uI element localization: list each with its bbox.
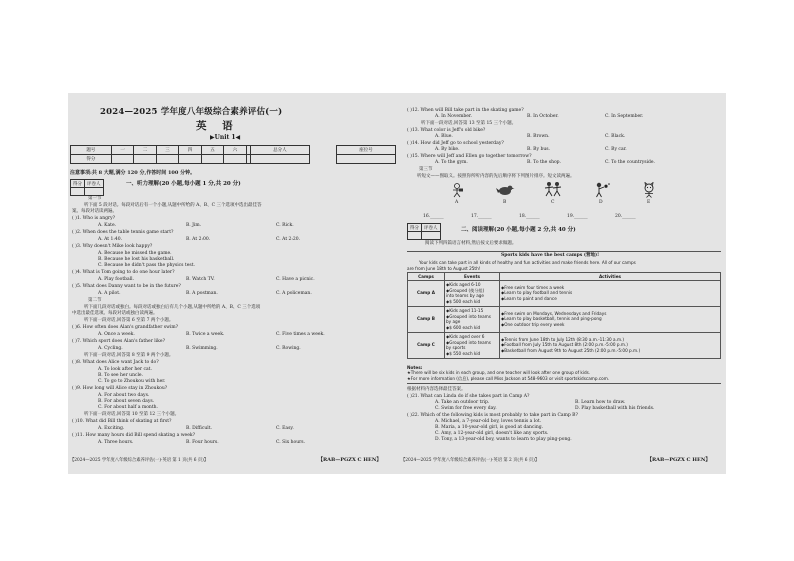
bird-picture-icon [495,182,515,198]
camp-advert-box [399,251,726,385]
answer-blank-17[interactable]: 17.______ [471,214,492,219]
instruction-text: 阅读下列四篇语言材料,然后按文后要求做题。 [425,241,517,246]
score-header: 六 [224,146,246,155]
answer-option: A. Exciting. [98,426,125,431]
answer-option: C. At 2:20. [276,237,301,242]
part-label: 第二节 [88,298,102,303]
answer-option: C. Easy. [276,426,294,431]
answer-option: D. Play basketball with his friends. [575,406,655,411]
event-line: by sports [446,345,466,351]
answer-option: B. Because he lost his basketball. [98,257,175,262]
event-line: by age [446,319,461,325]
instruction-text: 听短文——图取义。按照你所听内容的先后顺序将下列图片排序。短文读两遍。 [417,174,575,179]
score-header: 四 [179,146,201,155]
event-line: ◆Grouped into teams [446,313,491,319]
box-intro: Your kids can take part in all kinds of healthy and fun activities and make friends here. All of our camps [419,260,636,265]
score-cell [134,155,156,164]
activity-line: ◆Football from July 15th to August 8th (2:00 p.m.-5:00 p.m.) [501,342,628,348]
instruction-text: 听下面一段对话,回答第 6 至第 7 两个小题。 [84,318,174,323]
camp-activities [500,306,721,332]
score-header: 题号 [71,146,112,155]
answer-option: A. Kate. [98,223,117,228]
page-footer: 【2024—2025 学年度八年级综合素养评估(一)·英语 第 2 页(共 6 页)】 [401,458,540,463]
answer-option: A. Cycling. [98,346,123,351]
answer-option: C. Six hours. [276,440,306,445]
page-footer: 【2024—2025 学年度八年级综合素养评估(一)·英语 第 1 页(共 6 页)】 [70,458,209,463]
section-heading: 一、听力理解(20 小题,每小题 1 分,共 20 分) [126,181,241,187]
instruction-text: 听下面一段对话,回答第 8 至第 9 两个小题。 [84,353,174,358]
answer-blank-18[interactable]: 18.______ [519,214,540,219]
camp-table [407,272,721,359]
question-stem: ( )2. When does the table tennis game start? [72,230,174,235]
answer-option: A. To look after her cat. [98,367,152,372]
question-stem: ( )13. What color is Jeff's old bike? [407,128,486,133]
answer-option: A. Take an outdoor trip. [435,400,490,405]
exam-sheet-scan [68,93,726,474]
answer-blank-19[interactable]: 19.______ [567,214,588,219]
question-stem: ( )12. When will Bill take part in the skating game? [407,108,524,113]
activity-line: ◆Learn to play football and tennis [501,290,573,296]
question-stem: ( )15. Where will Jeff and Ellen go together tomorrow? [407,154,532,159]
instruction-text: 中选出最佳选项。每段对话或独白读两遍。 [72,311,158,316]
instruction-text: 根据材料内容选择最佳答案。 [407,387,466,392]
event-line: ◆Kids aged 11-15 [446,307,484,313]
answer-option: B. To the shop. [527,160,561,165]
picture-letter: D [599,200,603,205]
answer-option: B. Learn how to draw. [575,400,626,405]
activity-line: ◆Basketball from August 9th to August 25th (2:00 p.m.-5:00 p.m.) [501,348,641,353]
camp-name: Camp C [408,332,445,358]
event-line: ◆Kids aged over 6 [446,333,485,339]
grader-cell [422,232,441,240]
instruction-text: 听下面几段对话或独白。每段对话或独白后有几个小题,从题中所给的 A、B、C 三个选项 [84,305,261,310]
answer-option: B. Jim. [186,223,202,228]
answer-option: A. For about two days. [98,393,150,398]
question-stem: ( )5. What does Danny want to be in the future? [72,284,181,289]
camp-activities [500,280,721,306]
grader-cell [71,188,85,196]
table-row [408,306,721,332]
part-label: 第三节 [419,167,433,172]
exam-page-1 [68,93,399,474]
camp-name: Camp B [408,306,445,332]
score-header: 二 [134,146,156,155]
instruction-text: 听下面一段对话,回答第 10 至第 12 三个小题。 [84,412,180,417]
question-stem: ( )14. How did Jeff go to school yesterday? [407,141,504,146]
cartoon-cat-picture-icon [639,182,659,198]
answer-option: C. Five times a week. [276,332,325,337]
event-line: ◆$ 600 each kid [446,324,481,330]
footer-code: 【RAB—PGZX C HEN】 [318,457,382,463]
activity-line: ◆Free swim on Mondays, Wednesdays and Fridays [501,310,607,316]
event-line: ◆Grouped into teams [446,339,491,345]
unit-label: ▶Unit 1◀ [210,134,241,141]
picture-letter: A [455,200,459,205]
score-row-label: 得分 [71,155,112,164]
exam-page-2 [399,93,726,474]
answer-option: C. To the countryside. [605,160,655,165]
event-line: ◆$ 550 each kid [446,350,481,356]
score-cell [111,155,133,164]
camp-name: Camp A [408,280,445,306]
answer-option: A. A pilot. [98,291,121,296]
answer-option: B. Difficult. [186,426,212,431]
answer-option: C. By car. [605,147,627,152]
question-stem: ( )7. Which sport does Alan's father like? [72,339,165,344]
answer-option: A. Michael, a 7-year-old boy, loves tennis a lot. [435,419,542,424]
question-stem: ( )10. What did Bill think of skating at first? [72,419,172,424]
answer-option: B. For about seven days. [98,399,155,404]
seat-table [336,145,396,164]
answer-option: C. Because he didn't pass the physics test. [98,263,195,268]
camp-events [445,332,500,358]
question-stem: ( )9. How long will Alice stay in Zhoukou? [72,386,168,391]
box-title: Sports kids have the best camps (营地)! [501,253,600,258]
answer-option: A. Once a week. [98,332,135,337]
question-stem: ( )21. What can Linda do if she takes part in Camp A? [407,394,530,399]
answer-option: B. By bus. [527,147,550,152]
answer-option: C. Have a picnic. [276,277,315,282]
score-table [70,145,310,164]
score-header: 三 [156,146,178,155]
camp-events [445,280,500,306]
grader-label: 评卷人 [422,224,441,232]
score-cell [250,155,309,164]
activity-line: ◆Learn to paint and dance [501,296,557,301]
answer-option: D. Tony, a 13-year-old boy, wants to learn to play ping-pong. [435,437,572,442]
notes-label: Notes: [407,365,423,370]
answer-option: B. A postman. [186,291,218,296]
answer-option: B. In October. [527,114,559,119]
grader-cell [85,188,104,196]
question-stem: ( )6. How often does Alan's grandfather swim? [72,325,179,330]
exam-title: 2024—2025 学年度八年级综合素养评估(一) [100,107,283,117]
section-heading: 二、阅读理解(20 小题,每小题 2 分,共 40 分) [461,227,576,233]
answer-option: A. Because he missed the game. [98,251,172,256]
answer-option: A. Three hours. [98,440,134,445]
camp-col-header: Events [445,273,500,281]
seat-label: 座位号 [337,146,396,155]
box-bottom-rule [407,383,721,384]
picture-letter: C [551,200,555,205]
score-cell [224,155,246,164]
answer-option: A. Blue. [435,134,453,139]
answer-option: B. At 2:00. [186,237,211,242]
answer-option: C. Amy, a 12-year-old girl, doesn't like any sports. [435,431,549,436]
grader-label: 评卷人 [85,180,104,188]
camera-boy-picture-icon [447,182,467,198]
grader-box [70,179,104,196]
answer-option: C. For about half a month. [98,405,158,410]
answer-option: B. Maria, a 10-year-old girl, is good at dancing. [435,425,544,430]
answer-option: C. A policeman. [276,291,312,296]
instruction-text: 听下面 5 段对话。每段对话后有一个小题,从题中所给的 A、B、C 三个选项中选出最佳答 [84,203,262,208]
instruction-text: 听下面一段对话,回答第 13 至第 15 三个小题。 [421,121,517,126]
answer-option: A. In November. [435,114,472,119]
footer-code: 【RAB—PGZX C HEN】 [647,457,711,463]
answer-option: C. Swim for free every day. [435,406,497,411]
question-stem: ( )4. What is Tom going to do one hour later? [72,270,175,275]
activity-line: ◆Free swim four times a week [501,284,565,290]
answer-blank-16[interactable]: 16.______ [423,214,444,219]
activity-line: ◆Tennis from June 18th to July 12th (8:30 a.m.-11:30 a.m.) [501,336,624,342]
note-line: ★There will be six kids in each group, and one teacher will look after one group of kids. [407,370,591,375]
grader-cell [408,232,422,240]
answer-option: A. By bike. [435,147,460,152]
picture-letter: B [503,200,507,205]
answer-option: C. To go to Zhoukou with her. [98,379,166,384]
answer-option: C. Rick. [276,223,294,228]
box-intro: are from June 18th to August 25th! [407,265,481,271]
notice: 注意事项:共 8 大题,满分 120 分,作答时间 100 分钟。 [70,170,196,176]
ping-pong-player-picture-icon [591,182,611,198]
camp-col-header: Camps [408,273,445,281]
answer-option: C. In September. [605,114,644,119]
answer-option: B. Four hours. [186,440,219,445]
score-cell [201,155,223,164]
table-row [408,332,721,358]
grader-label: 得分 [71,180,85,188]
score-header: 五 [201,146,223,155]
answer-option: A. At 1:40. [98,237,123,242]
question-stem: ( )22. Which of the following kids is most probably to take part in Camp B? [407,413,578,418]
activity-line: ◆One outdoor trip every week [501,322,565,327]
answer-option: C. Rowing. [276,346,301,351]
answer-option: B. Swimming. [186,346,218,351]
event-line: ◆Grouped (使分组) [446,287,485,293]
seat-cell [337,155,396,164]
answer-option: B. To see her uncle. [98,373,144,378]
running-kids-picture-icon [543,181,563,197]
part-label: 第一节 [88,196,102,201]
answer-option: B. Twice a week. [186,332,225,337]
camp-col-header: Activities [500,273,721,281]
grader-box [407,223,441,240]
event-line: into teams by age [446,293,484,299]
event-line: ◆Kids aged 6-10 [446,281,481,287]
answer-option: B. Watch TV. [186,277,215,282]
score-header: 一 [111,146,133,155]
answer-option: A. Play football. [98,277,134,282]
subject-title: 英 语 [196,120,239,132]
answer-blank-20[interactable]: 20.______ [615,214,636,219]
activity-line: ◆Learn to play basketball, tennis and ping-pong [501,316,602,322]
table-row [408,280,721,306]
answer-option: A. To the gym. [435,160,468,165]
answer-option: C. Black. [605,134,626,139]
picture-letter: E [647,200,651,205]
camp-activities [500,332,721,358]
note-line: ★For more information (信息), please call Miss Jackson at 548-9603 or visit sportskidscamp.com. [407,375,610,381]
instruction-text: 案。每段对话读两遍。 [72,209,117,214]
event-line: ◆$ 500 each kid [446,298,481,304]
score-header: 总分人 [250,146,309,155]
camp-events [445,306,500,332]
answer-option: B. Brown. [527,134,550,139]
box-top-rule [407,251,721,252]
score-cell [156,155,178,164]
question-stem: ( )11. How many hours did Bill spend skating a week? [72,433,196,438]
question-stem: ( )3. Why doesn't Mike look happy? [72,244,153,249]
score-cell [179,155,201,164]
question-stem: ( )8. What does Alice want Jack to do? [72,360,159,365]
question-stem: ( )1. Who is angry? [72,216,116,221]
grader-label: 得分 [408,224,422,232]
